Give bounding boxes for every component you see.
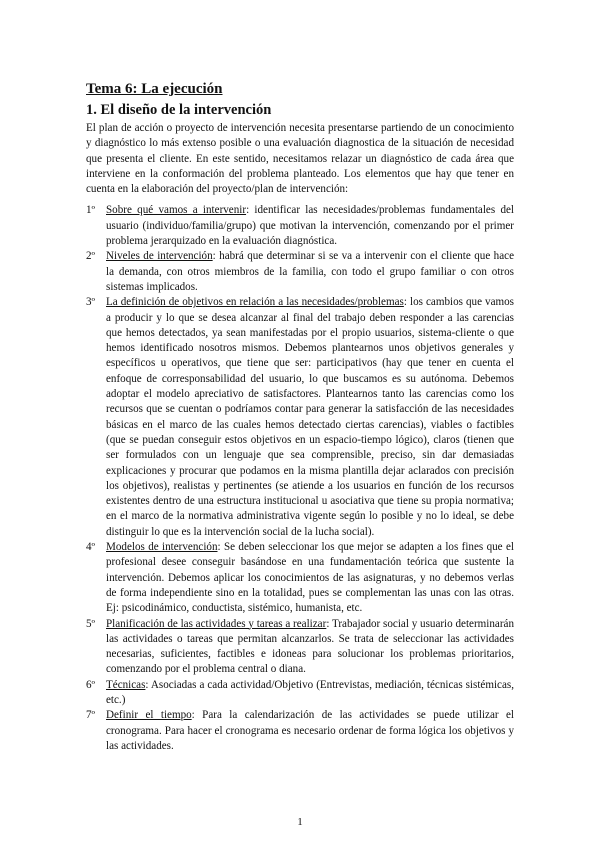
list-item-text: : habrá que determinar si se va a intervenir con el cliente que hace la demanda, con otros miembros de la familia, con todo el grupo familiar o con otros sistemas implicados. xyxy=(106,250,514,293)
list-item-term: Planificación de las actividades y tareas a realizar xyxy=(106,617,327,630)
elements-list xyxy=(86,203,514,754)
list-item-term: Niveles de intervención xyxy=(106,250,213,263)
list-item-number: 1º xyxy=(86,204,95,217)
chapter-title: Tema 6: La ejecución xyxy=(86,81,223,97)
section-heading: 1. El diseño de la intervención xyxy=(86,102,272,118)
list-item-number: 2º xyxy=(86,250,95,263)
list-item xyxy=(86,249,514,295)
list-item-number: 3º xyxy=(86,296,95,309)
list-item xyxy=(86,617,514,678)
list-item-number: 6º xyxy=(86,678,95,691)
list-item-text: : Asociadas a cada actividad/Objetivo (Entrevistas, mediación, técnicas sistémicas, etc.) xyxy=(106,678,514,706)
page-content xyxy=(86,80,514,754)
list-item-term: Definir el tiempo xyxy=(106,709,192,722)
list-item-text: : Se deben seleccionar los que mejor se adapten a los fines que el profesional desee conseguir basándose en una fundamentación teórica que sustente la intervención. Debemos aplicar los conocimientos de las asignaturas, y no debemos verlas de forma independiente sino en la totalidad, pues se complementan las unas con las otras. Ej: psicodinámico, conductista, sistémico, humanista, etc. xyxy=(106,541,514,615)
list-item xyxy=(86,678,514,709)
list-item-term: La definición de objetivos en relación a las necesidades/problemas xyxy=(106,296,404,309)
list-item-text: : Trabajador social y usuario determinarán las actividades o tareas que permitan alcanzarlos. Se trata de seleccionar las actividades necesarias, suficientes, factibles e idoneas para solucionar los problemas prioritarios, comenzando por el problema central o diana. xyxy=(106,617,514,676)
page-number: 1 xyxy=(297,816,303,828)
list-item-number: 4º xyxy=(86,541,95,554)
list-item-text: : identificar las necesidades/problemas fundamentales del usuario (individuo/familia/grupo) que motivan la intervención, comenzando por el primer problema jerarquizado en la evaluación diagnóstica. xyxy=(106,204,514,248)
list-item-term: Sobre qué vamos a intervenir xyxy=(106,204,247,217)
list-item-text: : los cambios que vamos a producir y lo que se desea alcanzar al final del trabajo deben responder a las carencias que hemos detectados, ya sean manifestadas por el propio usuarios, sistema-cliente o que hemos identificado nosotros mismos. Debemos plantearnos unos objetivos generales y específicos u operativos, que tiene que ser: participativos (hay que tener en cuenta el enfoque de corresponsabilidad del usuario, lo que buscamos es su autónoma. Debemos adoptar el modelo apreciativo de satisfactores. Plantearnos tanto las carencias como los recursos que se cuentan o podríamos contar para generar la satisfacción de las necesidades básicas en el marco de las cuales hemos detectado ciertas carencias), viables o factibles (que se puedan conseguir estos objetivos en un espacio-tiempo lógico), claros (tienen que ser formulados con un lenguaje que sea comprensible, preciso, sin dar demasiadas explicaciones y procurar que podamos en la misma plantilla dejar aclarados con precisión los objetivos), realistas y pertinentes (se atiende a los usuarios en función de los recursos existentes dentro de una estructura institucional u asociativa que tiene su propia normativa; en el marco de la normativa administrativa vigente según lo posible y no lo ideal, se debe distinguir lo que es la intervención social de la lucha social). xyxy=(106,296,514,538)
list-item-term: Técnicas xyxy=(106,678,146,691)
list-item-number: 5º xyxy=(86,617,95,630)
list-item-number: 7º xyxy=(86,709,95,722)
list-item xyxy=(86,540,514,616)
list-item-term: Modelos de intervención xyxy=(106,541,218,554)
list-item xyxy=(86,203,514,249)
list-item-text: : Para la calendarización de las actividades se puede utilizar el cronograma. Para hacer el cronograma es necesario ordenar de forma lógica los objetivos y las actividades. xyxy=(106,709,514,752)
list-item xyxy=(86,295,514,540)
intro-paragraph: El plan de acción o proyecto de intervención necesita presentarse partiendo de un conocimiento y diagnóstico lo más extenso posible o una evaluación diagnostica de la situación de necesidad que presenta el cliente. En este sentido, necesitamos relazar un diagnóstico de cada área que interviene en la conformación del problema planteado. Los elementos que hay que tener en cuenta en la elaboración del proyecto/plan de intervención: xyxy=(86,122,514,196)
list-item xyxy=(86,708,514,754)
